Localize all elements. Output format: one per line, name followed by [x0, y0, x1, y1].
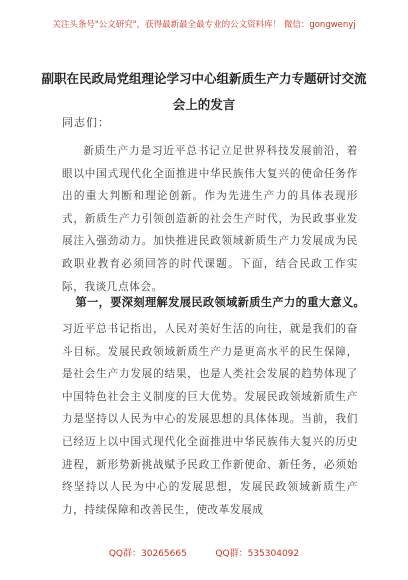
paragraph-intro: 新质生产力是习近平总书记立足世界科技发展前沿，着眼以中国式现代化全面推进中华民族伟大复兴的使命任务作出的重大判断和理论创新。作为先进生产力的具体表现形式，新质生产力引领创造新的社会生产时代，为民政事业发展注入强劲动力。加快推进民政领域新质生产力发展成为民政职业教育必须回答的时代课题。下面，结合民政工作实际，我谈几点体会。: [62, 145, 358, 293]
salutation: 同志们：: [62, 116, 110, 129]
document-title: 副职在民政局党组理论学习中心组新质生产力专题研讨交流会上的发言: [41, 71, 367, 112]
paragraph-section-1: 习近平总书记指出，人民对美好生活的向往，就是我们的奋斗目标。发展民政领域新质生产力是更高水平的民生保障，是社会生产力发展的结果，也是人类社会发展的趋势体现了中国特色社会主义制度的巨大优势。发展民政领域新质生产力是坚持以人民为中心的发展思想的具体体现。当前，我们已经迈上以中国式现代化全面推进中华民族伟大复兴的历史进程，新形势新挑战赋予民政工作新使命、新任务，必须始终坚持以人民为中心的发展思想，发展民政领域新质生产力，持续保障和改善民生，使改革发展成: [62, 323, 358, 516]
header-promo-note: 关注头条号"公文研究"，获得最新最全最专业的公文资料库！ 微信：gongwenyj: [52, 20, 356, 30]
section-heading-1: 第一，要深刻理解发展民政领域新质生产力的重大意义。: [75, 295, 366, 309]
footer-qq-groups: QQ群：30265665 QQ群：535304092: [108, 549, 300, 559]
